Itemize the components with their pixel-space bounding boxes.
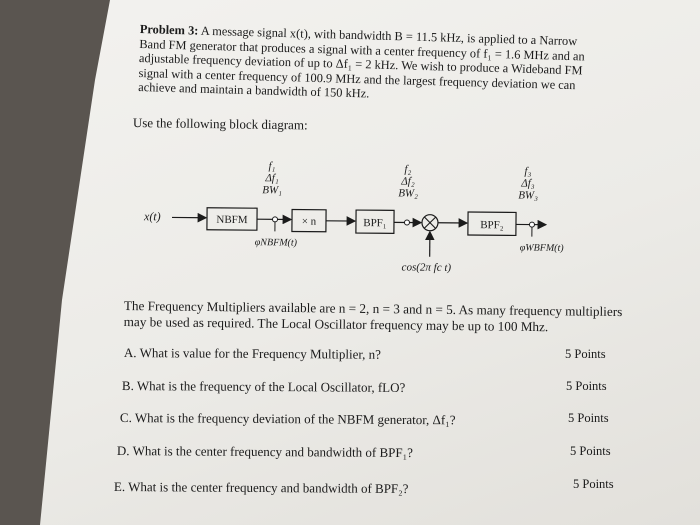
stage3-f: f₃ (524, 165, 532, 178)
question-d: D. What is the center frequency and bandwidth of BPF₁? (116, 443, 413, 461)
bpf1-tap-point (404, 220, 409, 225)
multiplier-label: × n (301, 215, 317, 228)
question-a: A. What is value for the Frequency Multiplier, n? (123, 345, 382, 362)
stage2-bw: BW₂ (398, 187, 419, 200)
stage3-df: Δf₃ (521, 177, 535, 190)
phi-wbfm-label: φWBFM(t) (519, 242, 564, 254)
stage2-f: f₂ (404, 163, 412, 176)
output-tap-point (529, 222, 534, 227)
points-c: 5 Points (568, 411, 609, 425)
problem-body: A message signal x(t), with bandwidth B = 11.5 kHz, is applied to a Narrow Band FM generator that produces a signal with a center frequency of f₁ = 1.6 MHz and an adjustable frequency deviation of up to Δf₁ = 2 kHz. We wish to produce a Wideband FM signal with a center frequency of 100.9 MHz and the largest frequency deviation we can achieve and maintain a bandwidth of 150 kHz. (137, 23, 585, 101)
points-a: 5 Points (565, 347, 606, 361)
multiplier-info: The Frequency Multipliers available are n = 2, n = 3 and n = 5. As many frequency multipliers may be used as required. The Local Oscillator frequency may be up to 100 Mhz. (123, 298, 623, 335)
question-e: E. What is the center frequency and bandwidth of BPF₂? (113, 479, 409, 497)
question-b: B. What is the frequency of the Local Oscillator, fLO? (121, 378, 406, 395)
nbfm-tap-point (272, 217, 277, 222)
points-e: 5 Points (573, 477, 614, 491)
question-c: C. What is the frequency deviation of the NBFM generator, Δf₁? (119, 410, 456, 428)
stage2-df: Δf₂ (401, 175, 415, 188)
stage1-f: f₁ (268, 160, 276, 173)
bpf1-label: BPF₁ (363, 217, 387, 230)
problem-heading: Problem 3: (139, 22, 199, 38)
points-b: 5 Points (566, 379, 607, 393)
stage1-bw: BW₁ (262, 184, 283, 197)
phi-nbfm-label: φNBFM(t) (254, 237, 298, 249)
stage1-df: Δf₁ (265, 172, 279, 185)
lo-label: cos(2π fc t) (401, 261, 452, 274)
stage3-bw: BW₃ (518, 189, 538, 202)
points-d: 5 Points (570, 444, 611, 458)
bpf2-label: BPF₂ (480, 219, 504, 232)
diagram-instruction: Use the following block diagram: (132, 115, 308, 133)
nbfm-label: NBFM (216, 213, 248, 227)
input-label: x(t) (143, 209, 161, 224)
